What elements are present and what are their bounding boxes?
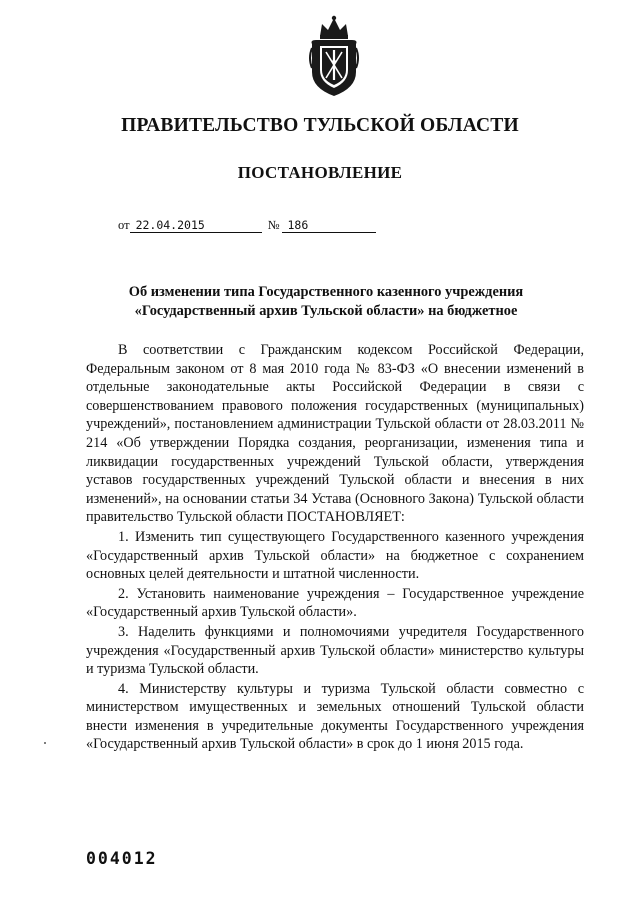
number-label: №: [267, 218, 280, 232]
date-from-label: от: [118, 218, 130, 232]
subject-line-2: «Государственный архив Тульской области» на бюджетное: [134, 302, 518, 319]
document-number: 186: [282, 218, 376, 233]
margin-mark: [44, 742, 46, 744]
preamble-paragraph: В соответствии с Гражданским кодексом Российской Федерации, Федеральным законом от 8 мая 2010 года № 83-ФЗ «О внесении изменений в отдельные законодательные акты Российской Федерации в связи с совершенствованием правового положения государственных (муниципальных) учреждений», постановлением администрации Тульской области от 28.03.2011 № 214 «Об утверждении Порядка создания, реорганизации, изменения типа и ликвидации государственных учреждений Тульской области, утверждения уставов государственных учреждений Тульской области и внесения в них изменений», на основании статьи 34 Устава (Основного Закона) Тульской области правительство Тульской области ПОСТАНОВЛЯЕТ:: [86, 342, 584, 526]
resolution-item-3: 3. Наделить функциями и полномочиями учредителя Государственного учреждения «Государственный архив Тульской области» министерство культуры и туризма Тульской области.: [86, 623, 584, 678]
document-body: [86, 341, 584, 754]
document-serial-code: 004012: [86, 849, 158, 868]
date-number-line: [118, 218, 376, 233]
document-date: 22.04.2015: [130, 218, 262, 233]
tula-coat-of-arms-icon: [306, 14, 362, 98]
document-type: ПОСТАНОВЛЕНИЕ: [237, 163, 403, 182]
subject-line-1: Об изменении типа Государственного казенного учреждения: [128, 284, 524, 300]
resolution-item-2: 2. Установить наименование учреждения – Государственное учреждение «Государственный архив Тульской области».: [86, 585, 584, 621]
government-title: ПРАВИТЕЛЬСТВО ТУЛЬСКОЙ ОБЛАСТИ: [121, 115, 519, 136]
resolution-item-1: 1. Изменить тип существующего Государственного казенного учреждения «Государственный архив Тульской области» на бюджетное с сохранением основных целей деятельности и штатной численности.: [86, 528, 584, 583]
resolution-item-4: 4. Министерству культуры и туризма Тульской области совместно с министерством имущественных и земельных отношений Тульской области внести изменения в учредительные документы Государственного учреждения «Государственный архив Тульской области» в срок до 1 июня 2015 года.: [86, 680, 584, 753]
document-subject: [86, 283, 566, 320]
